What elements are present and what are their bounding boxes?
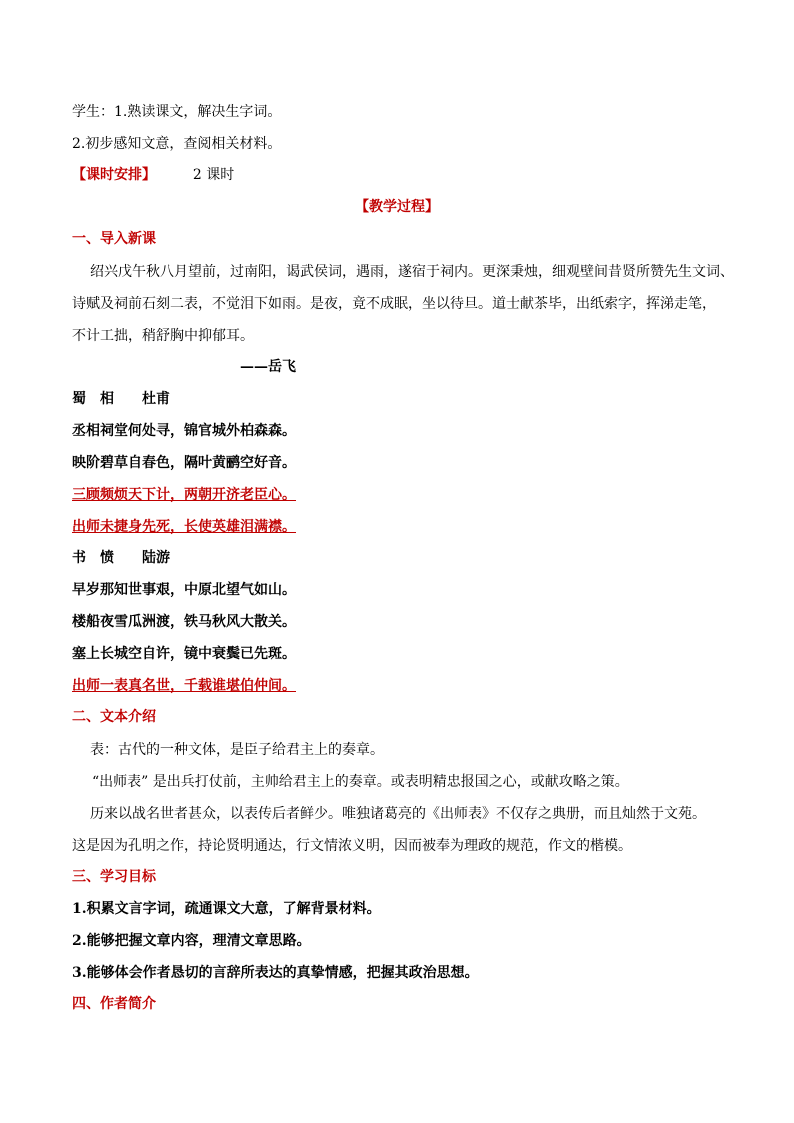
- learning-goal-1: 1.积累文言字词，疏通课文大意，了解背景材料。: [72, 901, 381, 917]
- poem-1-line-3: 三顾频烦天下计，两朝开济老臣心。: [72, 487, 296, 503]
- poem-1-line-2: 映阶碧草自春色，隔叶黄鹂空好音。: [72, 455, 296, 471]
- section-1-title: 一、导入新课: [72, 231, 156, 247]
- schedule-label: 【课时安排】: [72, 167, 156, 183]
- schedule-value: 2 课时: [192, 167, 235, 183]
- text-intro-line-4: 这是因为孔明之作，持论贤明通达，行文情浓义明，因而被奉为理政的规范，作文的楷模。: [72, 838, 632, 854]
- poem-1-line-1: 丞相祠堂何处寻，锦官城外柏森森。: [72, 423, 296, 439]
- poem-2-line-4: 出师一表真名世，千载谁堪伯仲间。: [72, 678, 296, 694]
- text-intro-line-3: 历来以战名世者甚众，以表传后者鲜少。唯独诸葛亮的《出师表》不仅存之典册，而且灿然于文苑。: [90, 806, 706, 822]
- learning-goal-3: 3.能够体会作者恳切的言辞所表达的真挚情感，把握其政治思想。: [72, 965, 479, 981]
- intro-paragraph-line-3: 不计工拙，稍舒胸中抑郁耳。: [72, 328, 254, 344]
- teaching-process-title: 【教学过程】: [355, 199, 439, 215]
- intro-attribution: ——岳飞: [240, 359, 296, 375]
- poem-2-line-1: 早岁那知世事艰，中原北望气如山。: [72, 582, 296, 598]
- section-3-title: 三、学习目标: [72, 869, 156, 885]
- poem-2-line-3: 塞上长城空自许，镜中衰鬓已先斑。: [72, 646, 296, 662]
- text-intro-line-2: “出师表” 是出兵打仗前，主帅给君主上的奏章。或表明精忠报国之心，或献攻略之策。: [92, 774, 629, 790]
- poem-2-line-2: 楼船夜雪瓜洲渡，铁马秋风大散关。: [72, 614, 296, 630]
- section-2-title: 二、文本介绍: [72, 709, 156, 725]
- text-intro-line-1: 表：古代的一种文体，是臣子给君主上的奏章。: [90, 742, 384, 758]
- intro-paragraph-line-2: 诗赋及祠前石刻二表，不觉泪下如雨。是夜，竟不成眠，坐以待旦。道士献茶毕，出纸索字，挥涕走笔，: [72, 296, 716, 312]
- poem-2-title: 书 愤 陆游: [72, 550, 170, 566]
- intro-paragraph-line-1: 绍兴戊午秋八月望前，过南阳，谒武侯词，遇雨，遂宿于祠内。更深秉烛，细观壁间昔贤所赞先生文词、: [90, 264, 734, 280]
- poem-1-line-4: 出师未捷身先死，长使英雄泪满襟。: [72, 519, 296, 535]
- student-objective-2: 2.初步感知文意，查阅相关材料。: [72, 136, 282, 152]
- learning-goal-2: 2.能够把握文章内容，理清文章思路。: [72, 933, 311, 949]
- student-objective-1: 学生：1.熟读课文，解决生字词。: [72, 104, 282, 120]
- poem-1-title: 蜀 相 杜甫: [72, 391, 170, 407]
- section-4-title: 四、作者简介: [72, 996, 156, 1012]
- schedule-row: [72, 165, 234, 185]
